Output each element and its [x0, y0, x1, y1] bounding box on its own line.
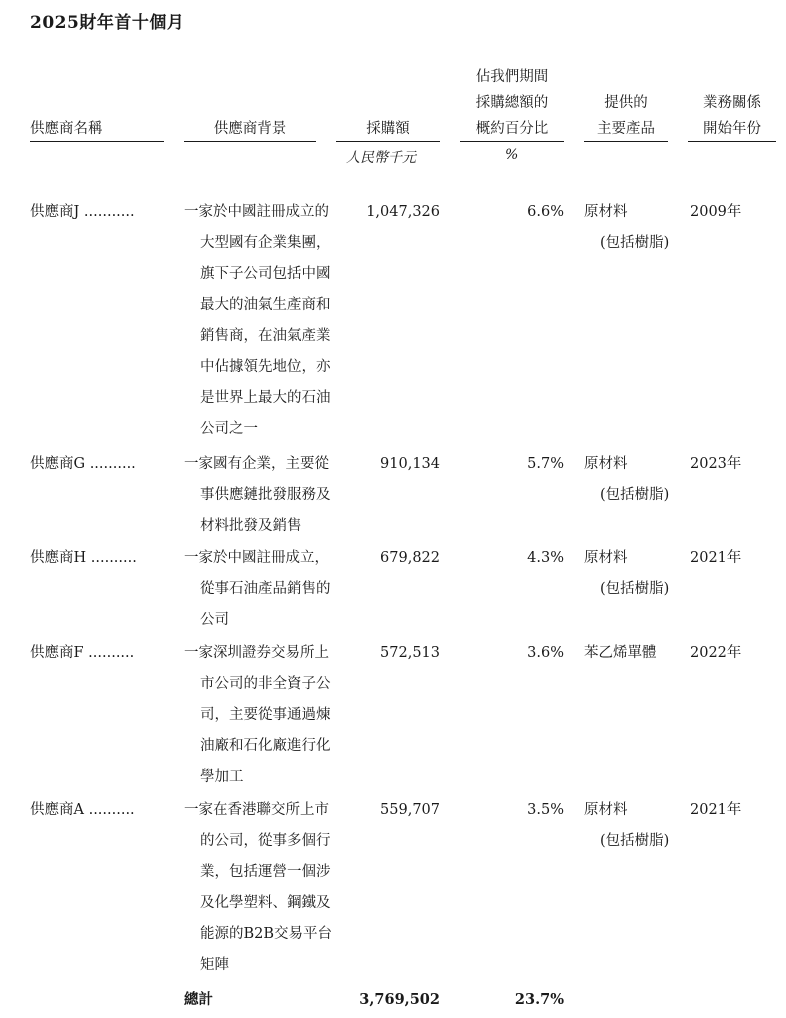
header-year-line: 開始年份 [703, 121, 761, 137]
background-line: 旗下子公司包括中國 [200, 266, 331, 282]
background-line: 油廠和石化廠進行化 [200, 738, 331, 754]
purchase-amount: 910,134 [380, 456, 440, 472]
background-line: 一家於中國註冊成立， [184, 550, 329, 566]
background-line: 矩陣 [200, 957, 229, 973]
main-products [584, 543, 669, 605]
background-line: 中佔據領先地位，亦 [200, 359, 331, 375]
background-line: 事供應鏈批發服務及 [200, 487, 331, 503]
supplier-background [184, 795, 332, 981]
main-products [584, 449, 669, 511]
header-rule [184, 141, 316, 142]
purchase-percent: 4.3% [527, 550, 564, 566]
header-percent [460, 64, 564, 142]
header-percent-line: 概約百分比 [475, 121, 549, 137]
product-line: 原材料 [584, 456, 628, 472]
supplier-name: 供應商G .......... [30, 456, 136, 472]
main-products [584, 795, 669, 857]
header-year-line: 業務關係 [703, 95, 761, 111]
header-supplier-name: 供應商名稱 [30, 121, 103, 137]
background-line: 學加工 [200, 769, 244, 785]
total-label: 總計 [184, 991, 213, 1008]
supplier-name: 供應商F .......... [30, 645, 135, 661]
background-line: 大型國有企業集團， [200, 235, 331, 251]
background-line: 一家深圳證券交易所上 [184, 645, 329, 661]
header-rule [336, 141, 440, 142]
product-line: 原材料 [584, 802, 628, 818]
purchase-percent: 3.6% [527, 645, 564, 661]
header-main-products [584, 90, 668, 142]
purchase-percent: 3.5% [527, 802, 564, 818]
main-products [584, 197, 669, 259]
header-rule [688, 141, 776, 142]
purchase-amount: 1,047,326 [366, 204, 440, 220]
background-line: 一家於中國註冊成立的 [184, 204, 329, 220]
purchase-amount: 679,822 [380, 550, 440, 566]
purchase-percent: 6.6% [527, 204, 564, 220]
product-line: 原材料 [584, 204, 628, 220]
product-line: (包括樹脂) [600, 581, 670, 597]
supplier-name: 供應商A .......... [30, 802, 135, 818]
background-line: 最大的油氣生產商和 [200, 297, 331, 313]
unit-rmb-thousands: 人民幣千元 [346, 150, 416, 166]
background-line: 公司之一 [200, 421, 258, 437]
header-supplier-background: 供應商背景 [213, 121, 287, 137]
product-line: (包括樹脂) [600, 487, 670, 503]
unit-percent: % [505, 147, 519, 163]
background-line: 一家國有企業，主要從 [184, 456, 329, 472]
header-percent-line: 採購總額的 [475, 95, 549, 111]
total-percent: 23.7% [514, 991, 564, 1008]
background-line: 及化學塑料、鋼鐵及 [200, 895, 331, 911]
relationship-start-year: 2009年 [690, 204, 742, 220]
product-line: (包括樹脂) [600, 235, 670, 251]
relationship-start-year: 2022年 [690, 645, 742, 661]
header-products-line: 主要產品 [597, 121, 655, 137]
page-title: 2025財年首十個月 [30, 13, 185, 33]
supplier-name: 供應商J ........... [30, 204, 135, 220]
background-line: 市公司的非全資子公 [200, 676, 331, 692]
relationship-start-year: 2021年 [690, 550, 742, 566]
header-rule [584, 141, 668, 142]
total-amount: 3,769,502 [359, 991, 440, 1008]
relationship-start-year: 2023年 [690, 456, 742, 472]
background-line: 是世界上最大的石油 [200, 390, 331, 406]
background-line: 司，主要從事通過煉 [200, 707, 331, 723]
background-line: 公司 [200, 612, 229, 628]
product-line: (包括樹脂) [600, 833, 670, 849]
header-products-line: 提供的 [604, 95, 648, 111]
header-percent-line: 佔我們期間 [475, 69, 549, 85]
purchase-percent: 5.7% [527, 456, 564, 472]
header-rule [30, 141, 164, 142]
header-relationship-year [688, 90, 776, 142]
product-line: 原材料 [584, 550, 628, 566]
header-rule [460, 141, 564, 142]
purchase-amount: 559,707 [380, 802, 440, 818]
background-line: 從事石油產品銷售的 [200, 581, 331, 597]
background-line: 材料批發及銷售 [200, 518, 302, 534]
background-line: 的公司，從事多個行 [200, 833, 331, 849]
background-line: 能源的B2B交易平台 [200, 926, 333, 942]
header-purchase-amount: 採購額 [366, 121, 410, 137]
purchase-amount: 572,513 [380, 645, 440, 661]
supplier-background [184, 197, 331, 445]
supplier-background [184, 543, 331, 636]
product-line: 苯乙烯單體 [584, 645, 657, 661]
supplier-name: 供應商H .......... [30, 550, 137, 566]
background-line: 銷售商，在油氣產業 [200, 328, 331, 344]
background-line: 業，包括運營一個涉 [200, 864, 331, 880]
supplier-background [184, 449, 331, 542]
relationship-start-year: 2021年 [690, 802, 742, 818]
background-line: 一家在香港聯交所上市 [184, 802, 329, 818]
supplier-background [184, 638, 331, 793]
main-products [584, 638, 657, 669]
